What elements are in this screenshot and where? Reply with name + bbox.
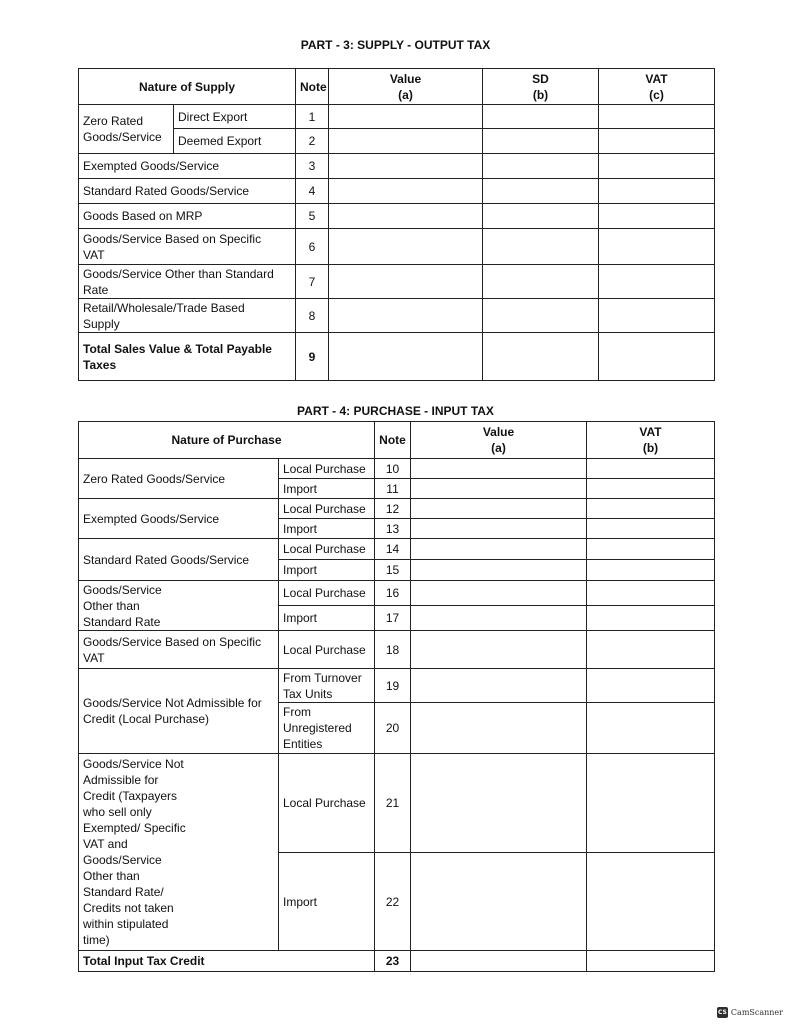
value-cell[interactable] [411, 539, 587, 560]
note-cell: 9 [296, 333, 329, 381]
watermark-text: CamScanner [730, 1008, 783, 1017]
row-label: Standard Rated Goods/Service [79, 179, 296, 204]
row-label: Goods/Service Based on Specific VAT [79, 229, 296, 265]
row-label: Exempted Goods/Service [79, 154, 296, 179]
purchase-type: Import [279, 519, 375, 539]
value-cell[interactable] [329, 333, 483, 381]
vat-cell[interactable] [587, 631, 715, 669]
vat-cell[interactable] [599, 333, 715, 381]
purchase-type: Local Purchase [279, 459, 375, 479]
vat-cell[interactable] [587, 459, 715, 479]
group-label: Goods/Service Based on Specific VAT [79, 631, 279, 669]
note-cell: 10 [375, 459, 411, 479]
row-label: Goods/Service Other than Standard Rate [79, 265, 296, 299]
note-cell: 8 [296, 299, 329, 333]
purchase-type: Local Purchase [279, 581, 375, 606]
value-cell[interactable] [329, 299, 483, 333]
note-cell: 21 [375, 754, 411, 853]
note-cell: 23 [375, 951, 411, 972]
total-input-label: Total Input Tax Credit [79, 951, 375, 972]
note-cell: 20 [375, 703, 411, 754]
sd-cell[interactable] [483, 154, 599, 179]
vat-cell[interactable] [587, 606, 715, 631]
group-label: Goods/Service Other than Standard Rate [79, 581, 279, 631]
value-cell[interactable] [411, 479, 587, 499]
vat-cell[interactable] [587, 479, 715, 499]
vat-cell[interactable] [599, 105, 715, 129]
value-header: Value (a) [329, 69, 483, 105]
row-label: Direct Export [174, 105, 296, 129]
sd-cell[interactable] [483, 265, 599, 299]
vat-cell[interactable] [587, 951, 715, 972]
note-cell: 5 [296, 204, 329, 229]
note-cell: 19 [375, 669, 411, 703]
value-cell[interactable] [411, 459, 587, 479]
row-label: Goods Based on MRP [79, 204, 296, 229]
input-tax-table [78, 421, 715, 972]
value-cell[interactable] [411, 606, 587, 631]
value-cell[interactable] [411, 703, 587, 754]
value-cell[interactable] [411, 560, 587, 581]
note-cell: 12 [375, 499, 411, 519]
value-cell[interactable] [411, 669, 587, 703]
purchase-type: Local Purchase [279, 631, 375, 669]
vat-cell[interactable] [587, 499, 715, 519]
group-label: Zero Rated Goods/Service [79, 459, 279, 499]
vat-cell[interactable] [599, 299, 715, 333]
part4-title: PART - 4: PURCHASE - INPUT TAX [297, 404, 494, 418]
nature-of-purchase-header: Nature of Purchase [79, 422, 375, 459]
value-cell[interactable] [329, 265, 483, 299]
sd-cell[interactable] [483, 129, 599, 154]
value-cell[interactable] [411, 853, 587, 951]
vat-cell[interactable] [587, 703, 715, 754]
value-cell[interactable] [411, 499, 587, 519]
note-cell: 18 [375, 631, 411, 669]
vat-cell[interactable] [587, 669, 715, 703]
note-cell: 4 [296, 179, 329, 204]
purchase-type: From Unregistered Entities [279, 703, 375, 754]
value-cell[interactable] [329, 154, 483, 179]
value-cell[interactable] [329, 179, 483, 204]
vat-cell[interactable] [587, 754, 715, 853]
group-label: Exempted Goods/Service [79, 499, 279, 539]
vat-header: VAT (b) [587, 422, 715, 459]
vat-cell[interactable] [599, 265, 715, 299]
note-cell: 2 [296, 129, 329, 154]
sd-header: SD (b) [483, 69, 599, 105]
value-cell[interactable] [329, 129, 483, 154]
vat-cell[interactable] [599, 229, 715, 265]
purchase-type: Import [279, 606, 375, 631]
vat-cell[interactable] [587, 519, 715, 539]
vat-cell[interactable] [599, 154, 715, 179]
sd-cell[interactable] [483, 179, 599, 204]
value-cell[interactable] [329, 105, 483, 129]
purchase-type: Import [279, 479, 375, 499]
sd-cell[interactable] [483, 299, 599, 333]
note-cell: 15 [375, 560, 411, 581]
value-cell[interactable] [411, 951, 587, 972]
vat-cell[interactable] [587, 853, 715, 951]
sd-cell[interactable] [483, 105, 599, 129]
purchase-type: Local Purchase [279, 754, 375, 853]
sd-cell[interactable] [483, 204, 599, 229]
note-cell: 7 [296, 265, 329, 299]
note-header: Note [375, 422, 411, 459]
camscanner-logo-icon: CS [718, 1009, 727, 1016]
value-cell[interactable] [411, 754, 587, 853]
zero-rated-label: Zero Rated Goods/Service [79, 105, 174, 154]
row-label: Deemed Export [174, 129, 296, 154]
purchase-type: Import [279, 560, 375, 581]
sd-cell[interactable] [483, 229, 599, 265]
sd-cell[interactable] [483, 333, 599, 381]
note-cell: 17 [375, 606, 411, 631]
note-cell: 14 [375, 539, 411, 560]
purchase-type: Local Purchase [279, 499, 375, 519]
vat-cell[interactable] [587, 560, 715, 581]
note-cell: 6 [296, 229, 329, 265]
note-cell: 3 [296, 154, 329, 179]
group-label: Standard Rated Goods/Service [79, 539, 279, 581]
vat-cell[interactable] [587, 539, 715, 560]
group-label: Goods/Service Not Admissible for Credit (Taxpayers who sell only Exempted/ Specific VAT and Goods/Service Other than Standard Rate/ Credits not taken within stipulated time) [79, 754, 279, 951]
vat-cell[interactable] [599, 204, 715, 229]
note-cell: 22 [375, 853, 411, 951]
note-cell: 11 [375, 479, 411, 499]
value-cell[interactable] [329, 204, 483, 229]
value-cell[interactable] [411, 581, 587, 606]
purchase-type: Local Purchase [279, 539, 375, 560]
part3-title: PART - 3: SUPPLY - OUTPUT TAX [300, 38, 491, 52]
vat-cell[interactable] [587, 581, 715, 606]
value-cell[interactable] [329, 229, 483, 265]
vat-cell[interactable] [599, 179, 715, 204]
output-tax-table [78, 68, 715, 381]
vat-header: VAT (c) [599, 69, 715, 105]
camscanner-watermark [717, 1007, 783, 1018]
nature-of-supply-header: Nature of Supply [79, 69, 296, 105]
note-header: Note [296, 69, 329, 105]
group-label: Goods/Service Not Admissible for Credit (Local Purchase) [79, 669, 279, 754]
value-header: Value (a) [411, 422, 587, 459]
vat-cell[interactable] [599, 129, 715, 154]
purchase-type: From Turnover Tax Units [279, 669, 375, 703]
note-cell: 13 [375, 519, 411, 539]
note-cell: 1 [296, 105, 329, 129]
purchase-type: Import [279, 853, 375, 951]
value-cell[interactable] [411, 519, 587, 539]
total-sales-label: Total Sales Value & Total Payable Taxes [79, 333, 296, 381]
value-cell[interactable] [411, 631, 587, 669]
note-cell: 16 [375, 581, 411, 606]
row-label: Retail/Wholesale/Trade Based Supply [79, 299, 296, 333]
